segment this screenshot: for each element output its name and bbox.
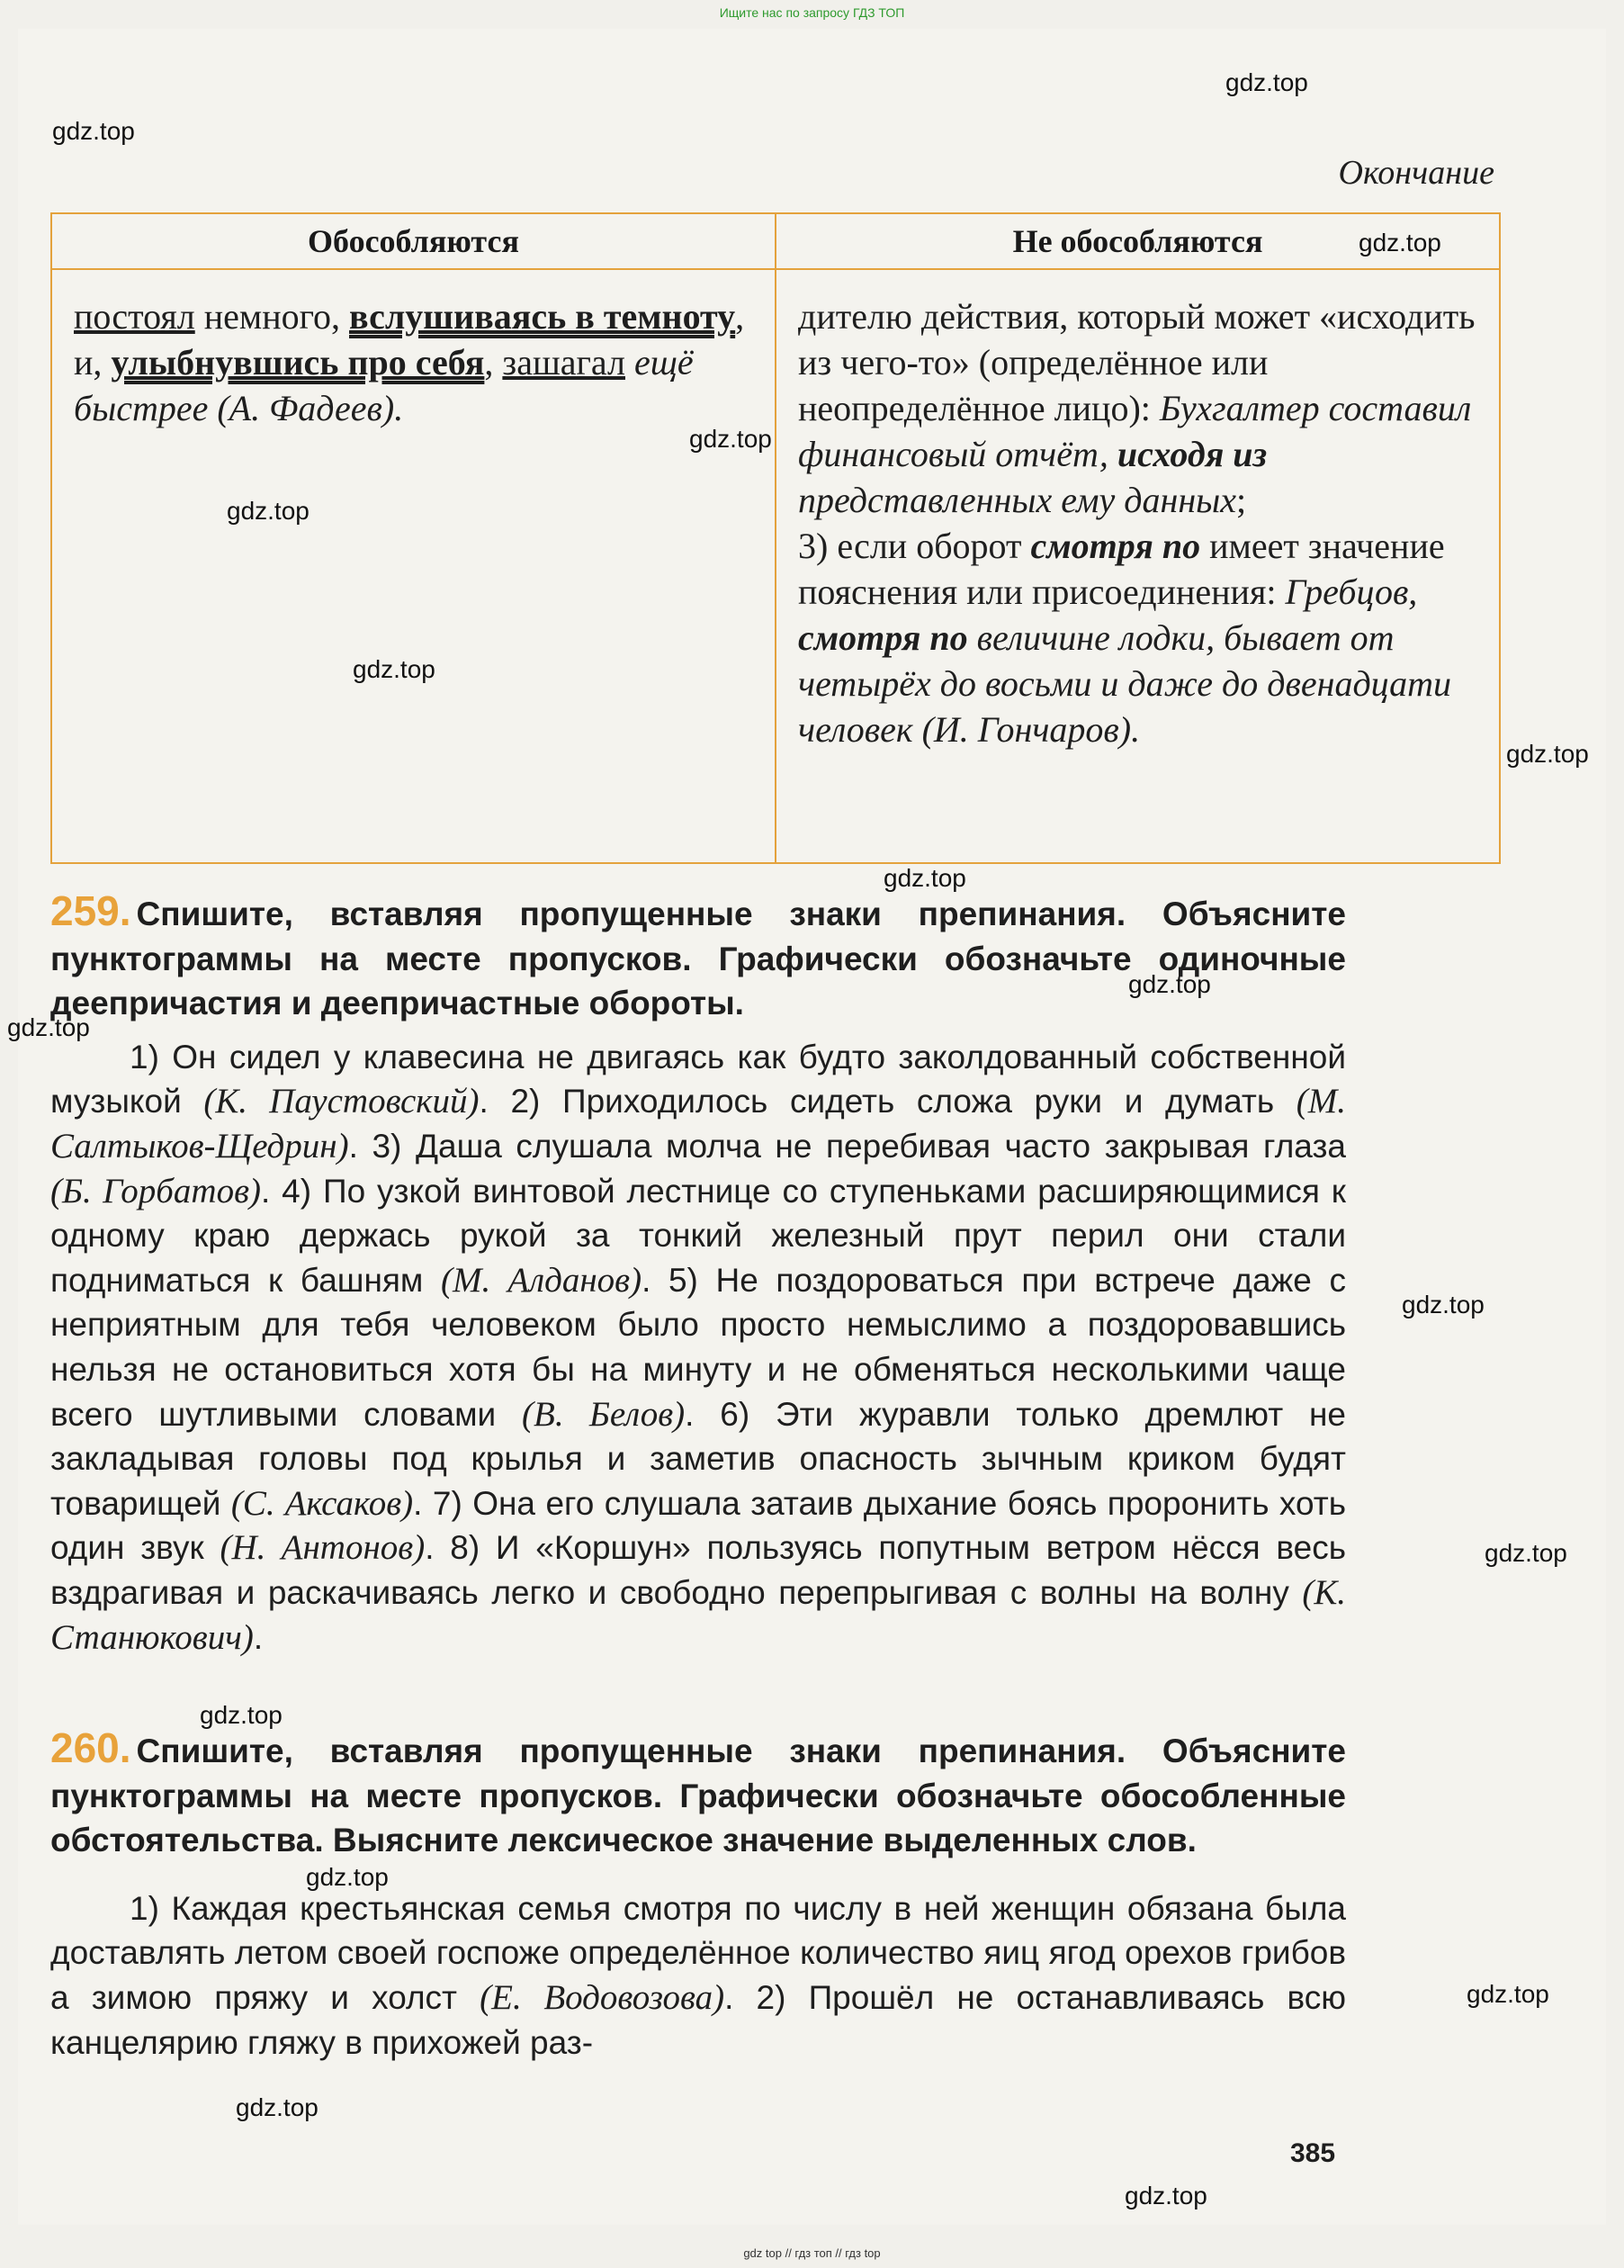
source: (М. Салтыков-Щедрин)	[50, 1082, 1346, 1166]
example-text: Гребцов,	[1285, 572, 1418, 612]
sentence: 1) Он сидел у клавесина не двигаясь как будто заколдованный собственной музыкой	[50, 1038, 1346, 1120]
watermark-text: gdz.top	[52, 117, 135, 145]
header-not-isolated: Не обособляются	[776, 213, 1500, 269]
task-text: Спишите, вставляя пропущенные знаки препинания. Объясните пунктограммы на месте пропусков. Графически обозначьте одиночные деепричастия и деепричастные обороты.	[50, 896, 1346, 1022]
plain-text: ещё быстрее (А. Фадеев).	[74, 342, 694, 428]
sentence: . 4) По узкой винтовой лестнице со ступеньками расширяющимися к одному краю держась рукой за тонкий железный прут перил они стали подниматься к башням	[50, 1172, 1346, 1299]
exercise-number: 259.	[50, 887, 131, 934]
exercise-number: 260.	[50, 1724, 131, 1771]
exercise-task	[50, 1726, 1346, 1863]
participle-phrase: вслушиваясь в темноту	[349, 296, 736, 337]
exercise-body	[50, 1886, 1346, 2065]
rule-text: имеет значение пояснения или присоединения:	[798, 526, 1445, 612]
cell-not-isolated-rules	[776, 269, 1500, 863]
sentence: . 6) Эти журавли только дремлют не закладывая головы под крылья и заметив опасность зычным криком будят товарищей	[50, 1395, 1346, 1522]
sentence: . 8) И «Коршун» пользуясь попутным ветром нёсся весь вздрагивая и раскачиваясь легко и свободно перепрыгивая с волны на волну	[50, 1529, 1346, 1611]
source: (М. Алданов)	[440, 1260, 642, 1300]
watermark-text: gdz.top	[227, 497, 310, 525]
plain-text: ;	[1236, 480, 1247, 520]
source: (Н. Антонов)	[220, 1528, 426, 1568]
underlined-predicate: зашагал	[502, 342, 625, 382]
example-text: Бухгалтер составил финансовый отчёт,	[798, 388, 1472, 474]
rules-table	[50, 212, 1501, 864]
watermark-text: gdz.top	[1402, 1291, 1485, 1318]
plain-text: , и,	[74, 296, 745, 382]
watermark-text: gdz.top	[306, 1863, 389, 1891]
example-text: величине лодки, бывает от четырёх до восьми и даже до двенадцати человек (И. Гончаров).	[798, 617, 1452, 750]
sentence: .	[253, 1618, 264, 1656]
watermark-text: gdz.top	[1359, 229, 1441, 256]
plain-text: ,	[484, 342, 503, 382]
page-number: 385	[1290, 2138, 1336, 2168]
cell-isolated-example	[51, 269, 776, 863]
highlighted-phrase: смотря по	[798, 617, 968, 658]
underlined-predicate: постоял	[74, 296, 195, 337]
rule-text: дителю действия, который может «исходить из чего-то» (определённое или неопределённое лицо):	[798, 296, 1476, 428]
watermark-text: gdz.top	[236, 2093, 319, 2121]
header-isolated: Обособляются	[51, 213, 776, 269]
table-row	[51, 269, 1500, 863]
participle-phrase: улыбнувшись про себя	[111, 342, 485, 382]
watermark-text: gdz.top	[689, 425, 772, 453]
sentence: . 5) Не поздороваться при встрече даже с неприятным для тебя человеком было просто немыслимо а поздоровавшись нельзя не остановиться хотя бы на минуту и не обменяться несколькими чаще всего шутливыми словами	[50, 1261, 1346, 1433]
source: (К. Паустовский)	[203, 1082, 480, 1121]
watermark-text: gdz.top	[1485, 1539, 1567, 1567]
source: (К. Станюкович)	[50, 1572, 1346, 1657]
sentence: 1) Каждая крестьянская семья смотря по числу в ней женщин обязана была доставлять летом своей госпоже определённое количество яиц ягод орехов грибов а зимою пряжу и холст	[50, 1889, 1346, 2016]
sentence: . 7) Она его слушала затаив дыхание боясь проронить хоть один звук	[50, 1484, 1347, 1567]
sentence: . 3) Даша слушала молча не перебивая часто закрывая глаза	[348, 1127, 1346, 1165]
source: (В. Белов)	[522, 1394, 686, 1434]
watermark-text: gdz.top	[353, 655, 435, 683]
watermark-text: gdz.top	[200, 1701, 283, 1729]
exercise-260	[50, 1726, 1346, 2065]
source: (Е. Водовозова)	[480, 1977, 725, 2017]
source: (Б. Горбатов)	[50, 1171, 261, 1210]
sentence: . 2) Прошёл не останавливаясь всю канцелярию гляжу в прихожей раз-	[50, 1978, 1346, 2061]
exercise-body	[50, 1035, 1346, 1660]
task-text: Спишите, вставляя пропущенные знаки препинания. Объясните пунктограммы на месте пропусков. Графически обозначьте обособленные обстоятельства. Выясните лексическое значение выделенных слов.	[50, 1732, 1346, 1859]
source: (С. Аксаков)	[230, 1483, 414, 1523]
watermark-text: gdz.top	[1467, 1980, 1549, 2008]
exercise-task	[50, 889, 1346, 1026]
watermark-text: gdz.top	[7, 1013, 90, 1041]
exercise-259	[50, 889, 1346, 1660]
example-text: представленных ему данных	[798, 480, 1237, 520]
watermark-text: gdz.top	[1125, 2182, 1207, 2210]
highlighted-phrase: исходя из	[1117, 434, 1268, 474]
watermark-text: gdz.top	[1225, 68, 1308, 96]
table-header-row	[51, 213, 1500, 269]
highlighted-phrase: смотря по	[1030, 526, 1201, 566]
rule-text: 3) если оборот	[798, 526, 1031, 566]
watermark-text: gdz.top	[1506, 740, 1589, 768]
continuation-label: Окончание	[1338, 154, 1494, 192]
watermark-text: gdz.top	[884, 864, 966, 892]
sentence: . 2) Приходилось сидеть сложа руки и думать	[479, 1083, 1297, 1120]
plain-text: немного,	[194, 296, 350, 337]
top-banner: Ищите нас по запросу ГДЗ ТОП	[719, 5, 905, 20]
bottom-banner: gdz top // гдз топ // гдз top	[743, 2246, 881, 2260]
watermark-text: gdz.top	[1128, 970, 1211, 998]
